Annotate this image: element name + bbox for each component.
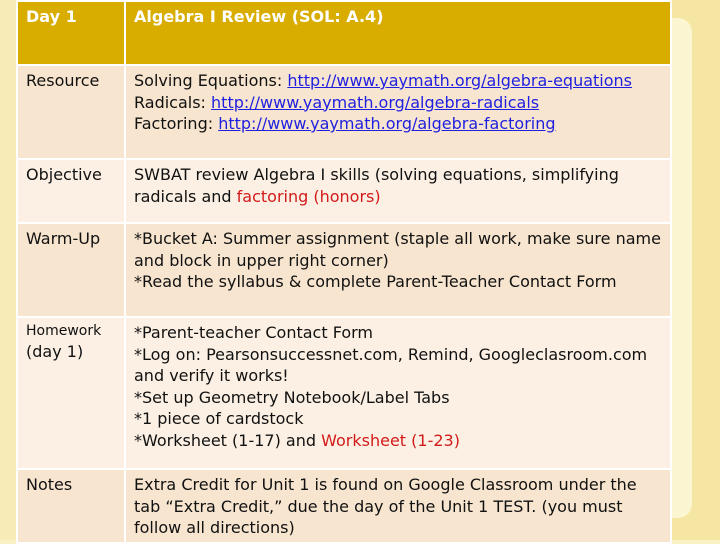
day-label: Day 1: [17, 1, 125, 65]
objective-row: [17, 159, 671, 223]
homework-content: [125, 317, 671, 469]
resource-content: [125, 65, 671, 159]
link-algebra-equations[interactable]: http://www.yaymath.org/algebra-equations: [287, 71, 633, 90]
homework-worksheet-highlight: Worksheet (1-23): [321, 430, 460, 450]
objective-label: Objective: [17, 159, 125, 223]
objective-highlight: factoring (honors): [236, 186, 381, 206]
homework-item: *Parent-teacher Contact Form: [134, 323, 373, 342]
lesson-plan-table: [16, 0, 672, 544]
homework-item-worksheets: [134, 430, 662, 452]
homework-label-line1: Homework: [26, 323, 102, 339]
objective-content: [125, 159, 671, 223]
homework-item: *Set up Geometry Notebook/Label Tabs: [134, 387, 450, 407]
lesson-title: Algebra I Review (SOL: A.4): [125, 1, 671, 65]
homework-worksheet-prefix: *Worksheet (1-17) and: [134, 430, 322, 450]
header-row: [17, 1, 671, 65]
warmup-content: [125, 223, 671, 317]
objective-text: SWBAT review Algebra I skills (solving equations, simplifying radicals and: [134, 165, 619, 206]
warmup-row: [17, 223, 671, 317]
link-algebra-radicals[interactable]: http://www.yaymath.org/algebra-radicals: [211, 92, 540, 112]
resource-label: Resource: [17, 65, 125, 159]
homework-label: [17, 317, 125, 469]
warmup-item-bucket: *Bucket A: Summer assignment (staple all work, make sure name and block in upper right corner): [134, 229, 661, 270]
resource-factoring-prefix: Factoring:: [134, 114, 219, 133]
resource-equations: [134, 70, 662, 92]
warmup-label: Warm-Up: [17, 223, 125, 317]
notes-text: Extra Credit for Unit 1 is found on Google Classroom under the tab “Extra Credit,” due the day of the Unit 1 TEST. (you must follow all directions): [125, 469, 671, 543]
homework-item: *Log on: Pearsonsuccessnet.com, Remind, Googleclasroom.com and verify it works!: [134, 344, 648, 385]
resource-radicals-prefix: Radicals:: [134, 92, 212, 112]
homework-label-line2: (day 1): [26, 342, 84, 361]
link-algebra-factoring[interactable]: http://www.yaymath.org/algebra-factoring: [218, 114, 556, 133]
resource-factoring: [134, 113, 662, 135]
homework-row: [17, 317, 671, 469]
resource-radicals: [134, 92, 662, 114]
homework-item: *1 piece of cardstock: [134, 409, 304, 428]
resource-row: [17, 65, 671, 159]
notes-row: [17, 469, 671, 543]
notes-label: Notes: [17, 469, 125, 543]
warmup-item-syllabus: *Read the syllabus & complete Parent-Teacher Contact Form: [134, 272, 617, 291]
resource-equations-prefix: Solving Equations:: [134, 71, 288, 90]
